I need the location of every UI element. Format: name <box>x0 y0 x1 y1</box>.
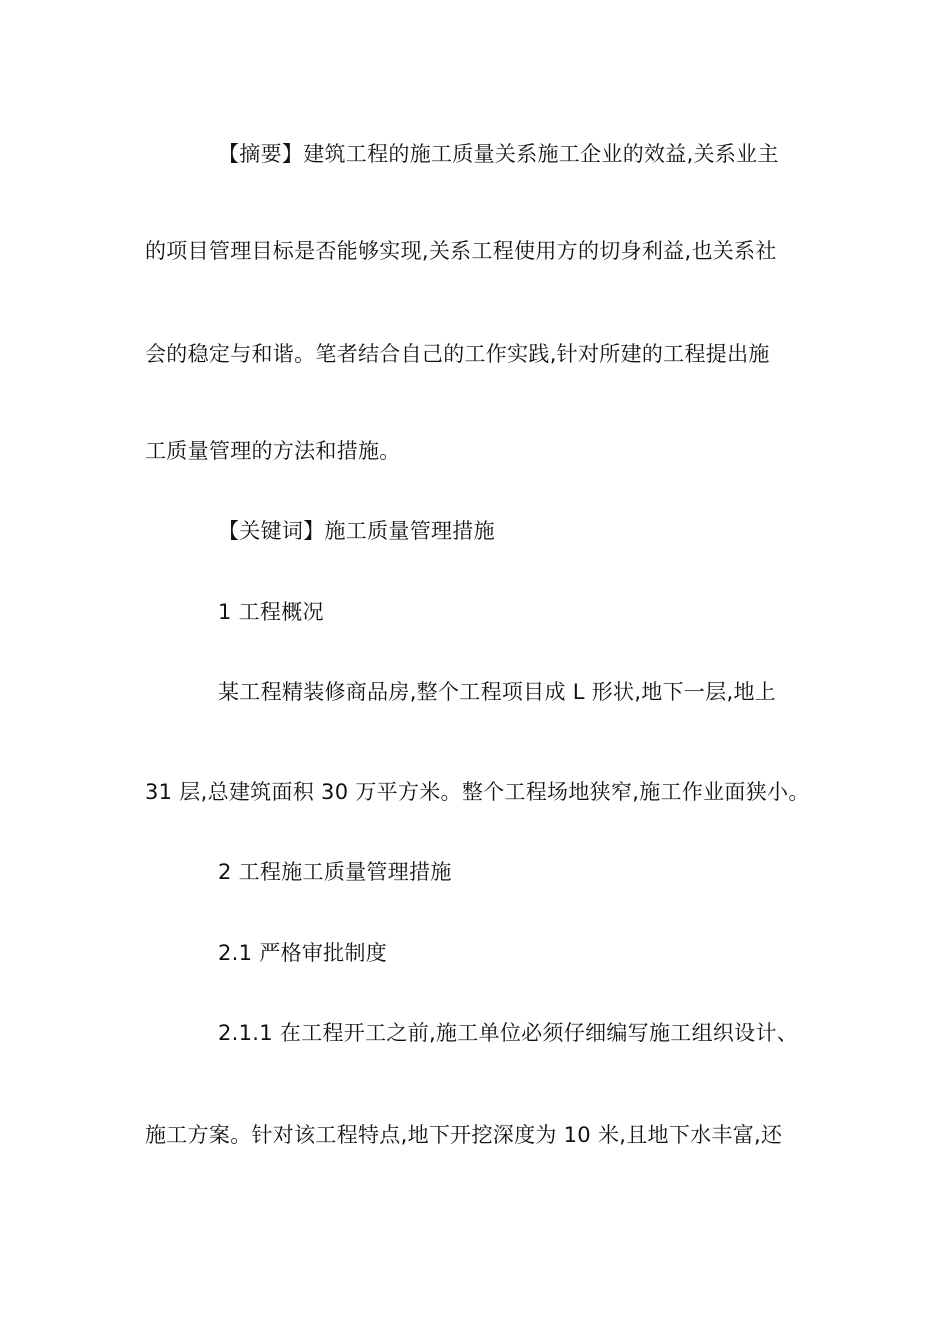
abstract-line-4: 工质量管理的方法和措施。 <box>145 439 401 463</box>
subsection-heading-2-1: 2.1 严格审批制度 <box>218 941 388 965</box>
body-line-1: 某工程精装修商品房,整个工程项目成 L 形状,地下一层,地上 <box>218 680 777 704</box>
abstract-line-1: 【摘要】建筑工程的施工质量关系施工企业的效益,关系业主 <box>218 142 779 166</box>
body-line-4: 施工方案。针对该工程特点,地下开挖深度为 10 米,且地下水丰富,还 <box>145 1123 783 1147</box>
body-line-2: 31 层,总建筑面积 30 万平方米。整个工程场地狭窄,施工作业面狭小。 <box>145 780 810 804</box>
section-heading-2: 2 工程施工质量管理措施 <box>218 860 452 884</box>
abstract-line-3: 会的稳定与和谐。笔者结合自己的工作实践,针对所建的工程提出施 <box>145 342 770 366</box>
abstract-line-2: 的项目管理目标是否能够实现,关系工程使用方的切身利益,也关系社 <box>145 239 777 263</box>
section-heading-1: 1 工程概况 <box>218 600 324 624</box>
body-line-3: 2.1.1 在工程开工之前,施工单位必须仔细编写施工组织设计、 <box>218 1021 799 1045</box>
keywords-line: 【关键词】施工质量管理措施 <box>218 519 495 543</box>
